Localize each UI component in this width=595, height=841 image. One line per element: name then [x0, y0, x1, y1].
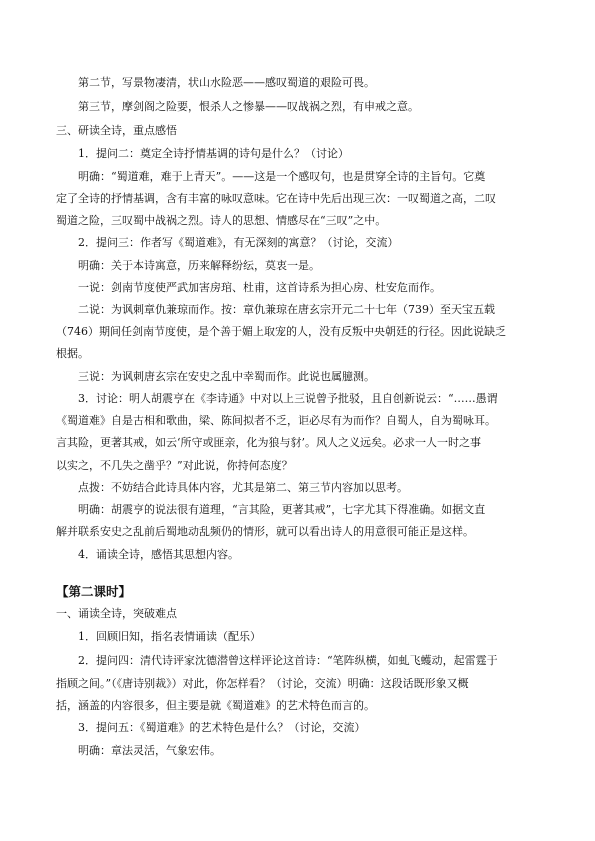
paragraph-line: 3．提问五：《蜀道难》的艺术特色是什么？（讨论，交流） [78, 721, 366, 734]
paragraph-line: 1．提问二：奠定全诗抒情基调的诗句是什么？（讨论） [78, 147, 349, 160]
paragraph-line: 明确：章法灵活，气象宏伟。 [78, 744, 221, 757]
paragraph-line: 明确：关于本诗寓意，历来解释纷纭，莫衷一是。 [78, 259, 320, 272]
paragraph-line: 二说：为讽刺章仇兼琼而作。按：章仇兼琼在唐玄宗开元二十七年（739）至天宝五载 [78, 303, 495, 316]
paragraph-line: 2．提问四：清代诗评家沈德潜曾这样评论这首诗：“笔阵纵横，如虬飞蠖动，起雷霆于 [78, 654, 498, 667]
paragraph-line: 言其险，更著其戒，如云‘所守或匪亲，化为狼与豺’。风人之义远矣。必求一人一时之事 [56, 436, 481, 449]
paragraph-line: 蜀道之险，三叹蜀中战祸之烈。诗人的思想、情感尽在“三叹”之中。 [56, 214, 387, 227]
paragraph-line: 解并联系安史之乱前后蜀地动乱频仍的情形，就可以看出诗人的用意很可能正是这样。 [56, 525, 474, 538]
paragraph-line: 2．提问三：作者写《蜀道难》，有无深刻的寓意？（讨论，交流） [78, 236, 399, 249]
section-heading: 三、研读全诗，重点感悟 [56, 124, 177, 137]
paragraph-line: 一说：剑南节度使严武加害房琯、杜甫，这首诗系为担心房、杜安危而作。 [78, 281, 441, 294]
paragraph-line: 括，涵盖的内容很多，但主要是就《蜀道难》的艺术特色而言的。 [56, 699, 375, 712]
paragraph-line: 1．回顾旧知，指名表情诵读（配乐） [78, 630, 261, 643]
paragraph-line: 明确：胡震亨的说法很有道理，“言其险，更著其戒”，七字尤其下得准确。如据文直 [78, 503, 486, 516]
paragraph-line: 第三节，摩剑阁之险要，恨杀人之惨暴——叹战祸之烈，有申戒之意。 [78, 100, 419, 113]
paragraph-line: 第二节，写景物凄清，状山水险恶——感叹蜀道的艰险可畏。 [78, 76, 375, 89]
paragraph-line: （746）期间任剑南节度使，是个善于媚上取宠的人，没有反叛中央朝廷的行径。因此说缺乏 [56, 325, 506, 338]
paragraph-line: 4．诵读全诗，感悟其思想内容。 [78, 548, 239, 561]
paragraph-line: 以实之，不几失之凿乎？”对此说，你持何态度？ [56, 459, 293, 472]
lesson-heading: 【第二课时】 [56, 584, 132, 599]
paragraph-line: 指顾之间。”（《唐诗别裁》）对此，你怎样看？（讨论，交流）明确：这段话既形象又概 [56, 677, 469, 690]
paragraph-line: 点拨：不妨结合此诗具体内容，尤其是第二、第三节内容加以思考。 [78, 481, 408, 494]
section-heading: 一、诵读全诗，突破难点 [56, 607, 177, 620]
paragraph-line: 明确：“蜀道难，难于上青天”。——这是一个感叹句，也是贯穿全诗的主旨句。它奠 [78, 170, 486, 183]
paragraph-line: 根据。 [56, 347, 89, 360]
paragraph-line: 定了全诗的抒情基调，含有丰富的咏叹意味。它在诗中先后出现三次：一叹蜀道之高，二叹 [56, 192, 496, 205]
paragraph-line: 三说：为讽刺唐玄宗在安史之乱中幸蜀而作。此说也属臆测。 [78, 370, 375, 383]
paragraph-line: 《蜀道难》自是古相和歌曲，梁、陈间拟者不乏，讵必尽有为而作？自蜀人，自为蜀咏耳。 [56, 414, 496, 427]
paragraph-line: 3．讨论：明人胡震亨在《李诗通》中对以上三说曾予批驳，且自创新说云：“……愚谓 [78, 392, 498, 405]
